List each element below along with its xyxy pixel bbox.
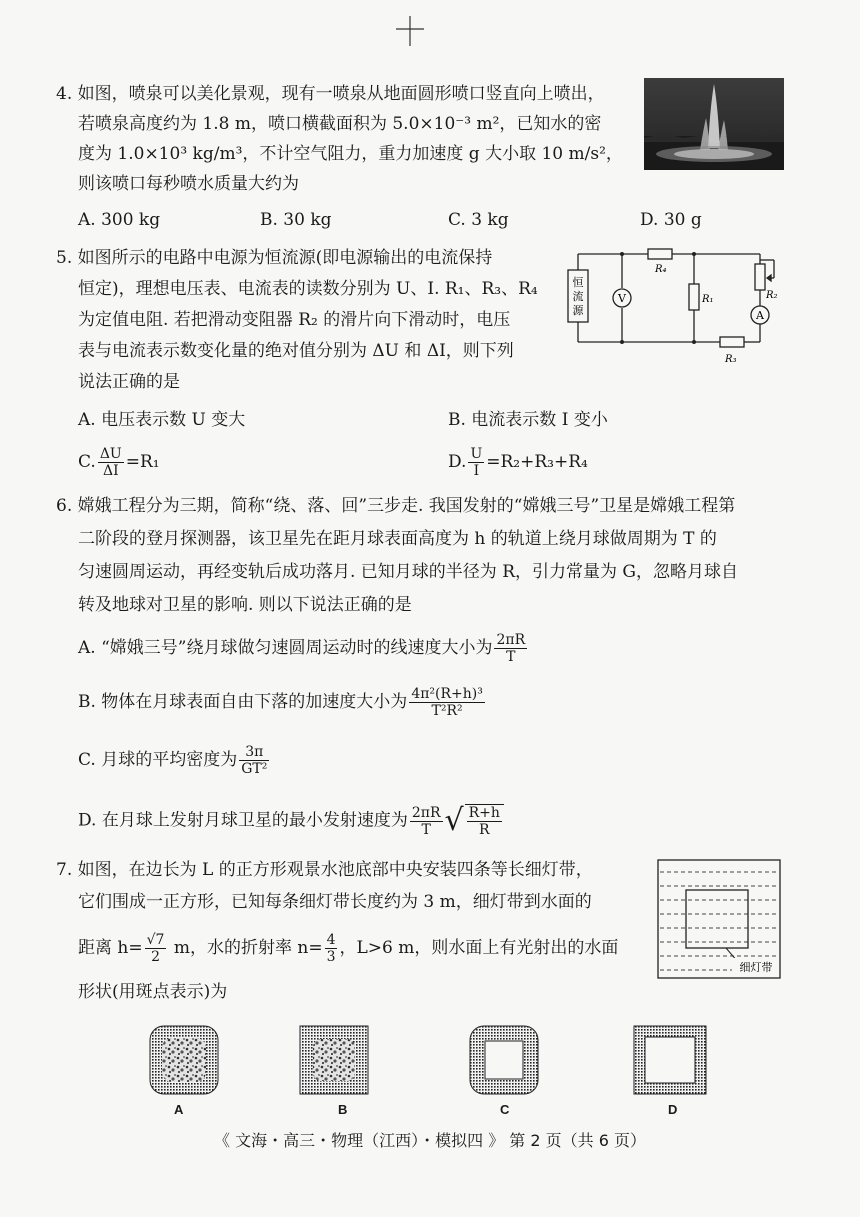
q4-option-b: B. 30 kg — [260, 210, 332, 230]
q7-h-num: √7 — [146, 932, 165, 948]
q6-c-num: 3π — [239, 744, 269, 761]
q4-line-3: 度为 1.0×10³ kg/m³，不计空气阻力，重力加速度 g 大小取 10 m/s²， — [78, 144, 623, 164]
q5-d-fraction — [468, 446, 484, 479]
ammeter-icon: A — [756, 309, 764, 322]
choice-c-figure — [470, 1026, 538, 1094]
r4-label: R₄ — [655, 264, 667, 275]
q5-d-den: I — [473, 463, 480, 479]
choice-a-figure — [150, 1026, 218, 1094]
q5-c-fraction — [98, 446, 124, 479]
q6-b-text: B. 物体在月球表面自由下落的加速度大小为 — [78, 692, 408, 712]
q4-line-4: 则该喷口每秒喷水质量大约为 — [78, 174, 299, 194]
q4-option-c: C. 3 kg — [448, 210, 509, 230]
q7-n-fraction — [325, 932, 338, 965]
r3-label: R₃ — [725, 354, 737, 365]
q5-c-num: ΔU — [99, 446, 122, 462]
q6-option-b — [78, 686, 487, 719]
q5-d-rest: =R₂+R₃+R₄ — [486, 452, 588, 472]
q7-h-den: 2 — [151, 949, 160, 965]
page-footer: 《 文海・高三・物理（江西）・模拟四 》 第 2 页（共 6 页） — [214, 1131, 646, 1150]
q6-option-c — [78, 744, 271, 777]
q6-b-den: T²R² — [431, 703, 463, 719]
choice-b-figure — [300, 1026, 368, 1094]
r1-label: R₁ — [702, 294, 714, 305]
light-strip-label: 细灯带 — [739, 961, 773, 974]
voltmeter-icon: V — [618, 292, 626, 305]
q6-c-den: GT² — [241, 761, 268, 777]
q6-d-num: 2πR — [411, 804, 441, 821]
sqrt-icon: √ — [444, 803, 464, 838]
q6-option-a — [78, 632, 529, 665]
source-label-3: 源 — [572, 304, 584, 317]
q4-line-2: 若喷泉高度约为 1.8 m，喷口横截面积为 5.0×10⁻³ m²，已知水的密 — [78, 114, 602, 134]
q6-d-sqrt-den: R — [479, 822, 490, 838]
q7-choice-figures — [140, 1020, 750, 1120]
choice-b-label: B — [338, 1102, 348, 1117]
q7-line-3-b: m，水的折射率 n= — [168, 938, 323, 958]
q6-c-fraction — [239, 744, 269, 777]
q6-line-4: 转及地球对卫星的影响. 则以下说法正确的是 — [78, 595, 412, 615]
q5-line-5: 说法正确的是 — [78, 372, 180, 392]
q6-d-den: T — [421, 821, 431, 838]
q5-option-a: A. 电压表示数 U 变大 — [78, 410, 246, 430]
q5-line-1: 5. 如图所示的电路中电源为恒流源(即电源输出的电流保持 — [56, 248, 493, 268]
q7-line-4: 形状(用斑点表示)为 — [78, 982, 228, 1002]
q7-line-3-a: 距离 h= — [78, 938, 143, 958]
q5-option-c — [78, 446, 160, 479]
q5-c-prefix: C. — [78, 452, 96, 472]
q5-c-den: ΔI — [102, 463, 119, 479]
q6-a-den: T — [506, 649, 516, 665]
q6-option-d — [78, 804, 504, 838]
q6-line-1: 6. 嫦娥工程分为三期，简称“绕、落、回”三步走. 我国发射的“嫦娥三号”卫星是嫦娥工程第 — [56, 496, 736, 516]
q6-d-sqrt — [465, 804, 504, 838]
q6-a-fraction — [494, 632, 527, 665]
r2-label: R₂ — [766, 290, 778, 301]
q5-option-b: B. 电流表示数 I 变小 — [448, 410, 608, 430]
q4-line-1: 4. 如图，喷泉可以美化景观，现有一喷泉从地面圆形喷口竖直向上喷出， — [56, 84, 605, 104]
q6-d-fraction — [410, 805, 443, 838]
q6-line-2: 二阶段的登月探测器，该卫星先在距月球表面高度为 h 的轨道上绕月球做周期为 T 的 — [78, 529, 717, 549]
q6-c-text: C. 月球的平均密度为 — [78, 750, 238, 770]
q6-b-fraction — [409, 686, 485, 719]
q6-a-num: 2πR — [496, 632, 526, 648]
q4-option-d: D. 30 g — [640, 210, 702, 230]
q5-line-2: 恒定)，理想电压表、电流表的读数分别为 U、I. R₁、R₃、R₄ — [78, 279, 538, 299]
q4-option-a: A. 300 kg — [78, 210, 161, 230]
choice-c-label: C — [500, 1102, 510, 1117]
q7-line-3-c: ，L>6 m，则水面上有光射出的水面 — [339, 938, 619, 958]
q5-d-prefix: D. — [448, 452, 467, 472]
circuit-diagram — [560, 238, 790, 368]
q7-h-fraction — [145, 932, 167, 965]
choice-a-label: A — [174, 1102, 184, 1117]
q7-line-2: 它们围成一正方形，已知每条细灯带长度约为 3 m，细灯带到水面的 — [78, 892, 592, 912]
q6-a-text: A. “嫦娥三号”绕月球做匀速圆周运动时的线速度大小为 — [78, 638, 493, 658]
q6-b-num: 4π²(R+h)³ — [411, 686, 483, 702]
q7-n-den: 3 — [326, 949, 336, 965]
q5-d-num: U — [470, 446, 483, 462]
q7-line-3 — [78, 932, 618, 965]
q5-line-4: 表与电流表示数变化量的绝对值分别为 ΔU 和 ΔI，则下列 — [78, 341, 514, 361]
q5-option-d — [448, 446, 588, 479]
q7-n-num: 4 — [326, 932, 336, 948]
source-label-2: 流 — [572, 290, 584, 303]
source-label-1: 恒 — [572, 276, 584, 289]
q7-line-1: 7. 如图，在边长为 L 的正方形观景水池底部中央安装四条等长细灯带， — [56, 860, 593, 880]
q6-line-3: 匀速圆周运动，再经变轨后成功落月. 已知月球的半径为 R，引力常量为 G，忽略月球自 — [78, 562, 738, 582]
pool-diagram — [656, 858, 786, 982]
fountain-photo — [644, 78, 784, 170]
q6-d-text: D. 在月球上发射月球卫星的最小发射速度为 — [78, 810, 408, 831]
q5-line-3: 为定值电阻. 若把滑动变阻器 R₂ 的滑片向下滑动时，电压 — [78, 310, 511, 330]
crop-mark-icon — [390, 14, 430, 48]
q6-d-sqrt-num: R+h — [468, 805, 500, 821]
q5-c-rest: =R₁ — [125, 452, 160, 472]
choice-d-figure — [634, 1026, 706, 1094]
choice-d-label: D — [668, 1102, 678, 1117]
